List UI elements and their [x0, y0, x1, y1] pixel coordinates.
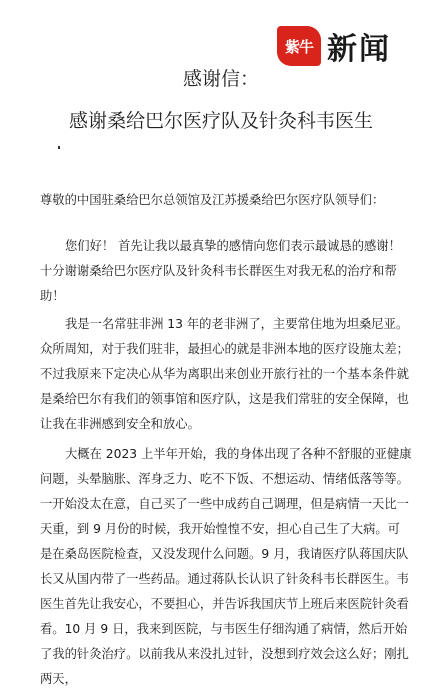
stray-mark [58, 146, 60, 149]
letter-subtitle: 感谢桑给巴尔医疗队及针灸科韦医生 [68, 110, 373, 132]
letter-paragraph-1: 您们好！ 首先让我以最真挚的感情向您们表示最诚恳的感谢！十分谢谢桑给巴尔医疗队及针灸科韦长群医生对我无私的治疗和帮助！ [40, 239, 401, 303]
letter-paragraph-2: 我是一名常驻非洲 13 年的老非洲了，主要常住地为坦桑尼亚。众所周知，对于我们驻非，最担心的就是非洲本地的医疗设施太差；不过我原来下定决心从华为离职出来创业开旅行社的一个基本条件就是桑给巴尔有我们的领事馆和医疗队，这是我们常驻的安全保障，也让我在非洲感到安全和放心。 [40, 317, 409, 431]
brand-badge: 紫牛 [277, 26, 321, 66]
letter-salutation: 尊敬的中国驻桑给巴尔总领馆及江苏援桑给巴尔医疗队领导们： [40, 193, 385, 207]
brand-logo [277, 24, 391, 68]
letter-paragraph-3: 大概在 2023 上半年开始，我的身体出现了各种不舒服的亚健康问题，头晕脑胀、浑身乏力、吃不下饭、不想运动、情绪低落等等。一开始没太在意，自己买了一些中成药自己调理，但是病情一天比一天重，到 9 月份的时候，我开始惶惶不安，担心自己生了大病。可是在桑岛医院检查，又没发现什么问题。9 月，我请医疗队蒋国庆队长又从国内带了一些药品。通过蒋队长认识了针灸科韦长群医生。韦医生首先让我安心，不要担心，并告诉我国庆节上班后来医院针灸看看。10 月 9 日，我来到医院，与韦医生仔细沟通了病情，然后开始了我的针灸治疗。以前我从来没扎过针，没想到疗效会这么好；刚扎两天， [40, 447, 412, 686]
letter-title: 感谢信： [182, 68, 259, 90]
brand-name: 新闻 [327, 32, 391, 67]
